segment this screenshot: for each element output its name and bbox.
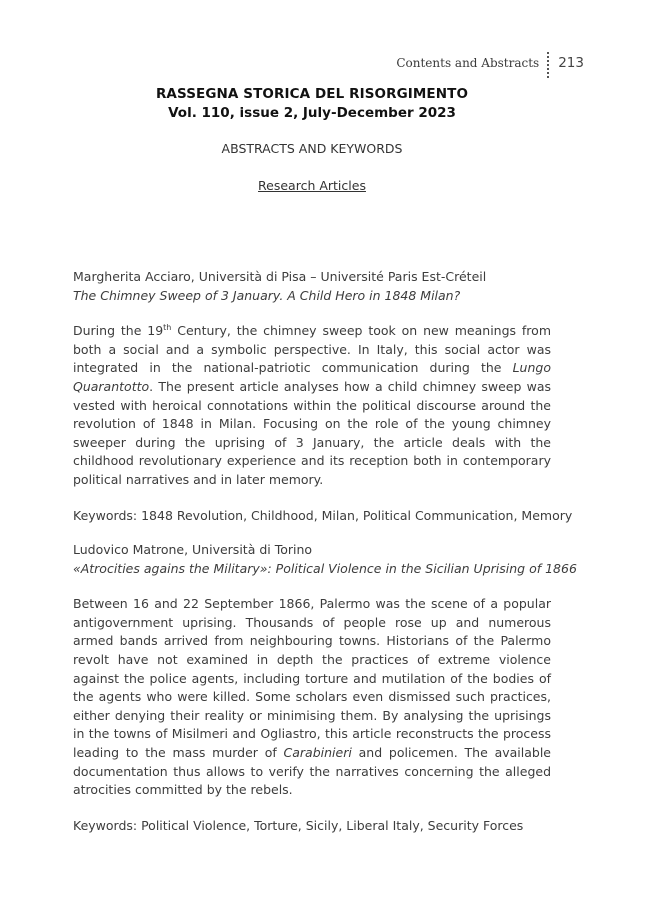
article-abstract bbox=[73, 322, 551, 489]
abstract-italic: Lungo Quarantotto bbox=[73, 360, 551, 394]
article-keywords: Keywords: 1848 Revolution, Childhood, Milan, Political Communication, Memory bbox=[73, 507, 573, 523]
abstract-text: Between 16 and 22 September 1866, Palermo was the scene of a popular antigovernment uprising. Thousands of people rose up and numerous armed bands arrived from neighbouring towns. Historians of the Palermo revolt have not examined in depth the practices of extreme violence against the police agents, including torture and mutilation of the bodies of the agents who were killed. Some scholars even dismissed such practices, either denying their reality or minimising them. By analysing the uprisings in the towns of Misilmeri and Ogliastro, this article reconstructs the process leading to the mass murder of bbox=[73, 596, 551, 760]
article-title: «Atrocities agains the Military»: Political Violence in the Sicilian Uprising of 1866 bbox=[73, 560, 577, 576]
section-title: ABSTRACTS AND KEYWORDS bbox=[221, 141, 403, 156]
header-divider bbox=[547, 52, 549, 78]
article-author: Margherita Acciaro, Università di Pisa – Université Paris Est-Créteil bbox=[73, 269, 487, 284]
article-1 bbox=[73, 268, 573, 525]
article-title: The Chimney Sweep of 3 January. A Child Hero in 1848 Milan? bbox=[73, 287, 461, 303]
abstract-text: . The present article analyses how a child chimney sweep was vested with heroical connotations within the political discourse around the revolution of 1848 in Milan. Focusing on the role of the young chimney sweeper during the uprising of 3 January, the article deals with the childhood revolutionary experience and its reception both in contemporary political narratives and in later memory. bbox=[73, 378, 551, 487]
section-subtitle bbox=[0, 178, 624, 193]
running-title: Contents and Abstracts bbox=[396, 56, 540, 70]
abstract-text: Century, the chimney sweep took on new meanings from both a social and a symbolic perspective. In Italy, this social actor was integrated in the national-patriotic communication during the bbox=[73, 323, 551, 376]
article-author: Ludovico Matrone, Università di Torino bbox=[73, 542, 313, 557]
journal-volume: Vol. 110, issue 2, July-December 2023 bbox=[168, 105, 456, 121]
abstract-text: During the 19 bbox=[73, 323, 164, 339]
journal-title: RASSEGNA STORICA DEL RISORGIMENTO bbox=[155, 86, 469, 102]
abstract-superscript: th bbox=[163, 323, 172, 333]
article-2 bbox=[73, 541, 577, 835]
article-keywords: Keywords: Political Violence, Torture, Sicily, Liberal Italy, Security Forces bbox=[73, 817, 524, 833]
article-abstract bbox=[73, 595, 551, 800]
page-number: 213 bbox=[558, 55, 584, 71]
section-subtitle-text: Research Articles bbox=[258, 178, 366, 193]
abstract-italic: Carabinieri bbox=[283, 744, 352, 760]
running-header bbox=[396, 52, 584, 76]
abstract-text: and policemen. The available documentation thus allows to verify the narratives concerning the alleged atrocities committed by the rebels. bbox=[73, 744, 551, 798]
